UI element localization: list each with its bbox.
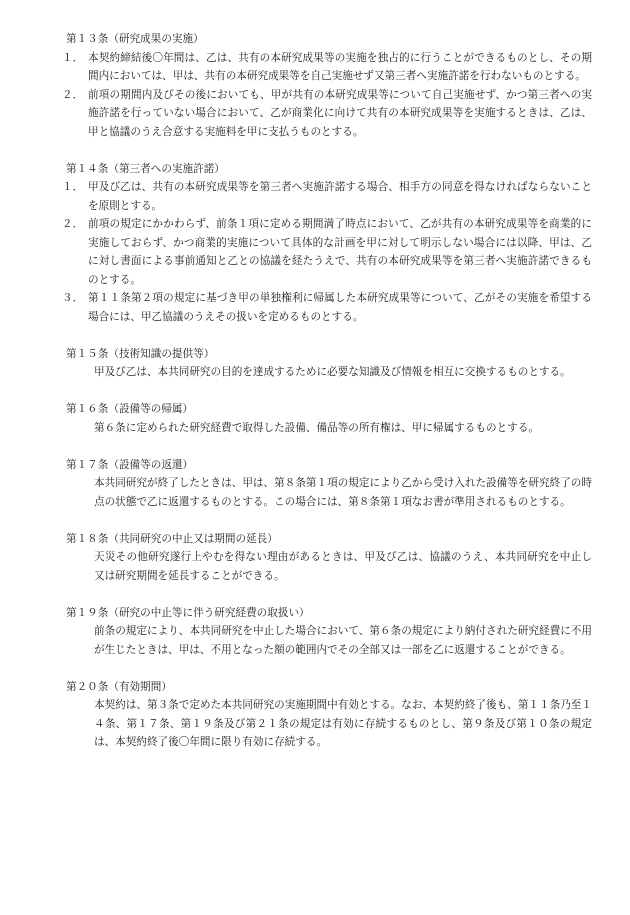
article-title: 第１８条（共同研究の中止又は期間の延長） [66, 532, 278, 545]
clause-text: 第１１条第２項の規定に基づき甲の単独権利に帰属した本研究成果等について、乙がその実施を希望する場合には、甲乙協議のうえその扱いを定めるものとする。 [88, 292, 592, 323]
article-17 [66, 456, 592, 512]
clause-item [62, 86, 592, 142]
clause-item [62, 178, 592, 215]
clause-number: ３． [62, 292, 84, 304]
article-14 [62, 160, 592, 327]
clause-text: 甲及び乙は、共有の本研究成果等を第三者へ実施許諾する場合、相手方の同意を得なければならないことを原則とする。 [88, 181, 592, 212]
article-16 [66, 400, 592, 437]
article-body: 第６条に定められた研究経費で取得した設備、備品等の所有権は、甲に帰属するものとする。 [94, 421, 539, 434]
article-title: 第１５条（技術知識の提供等） [66, 347, 215, 360]
article-title: 第１３条（研究成果の実施） [66, 33, 204, 45]
article-20 [66, 678, 592, 752]
clause-number: １． [62, 181, 84, 193]
clause-number: １． [62, 51, 84, 64]
article-body: 甲及び乙は、本共同研究の目的を達成するために必要な知識及び情報を相互に交換するものとする。 [94, 366, 571, 378]
article-title: 第１９条（研究の中止等に伴う研究経費の取扱い） [66, 606, 310, 619]
article-title: 第２０条（有効期間） [66, 680, 172, 693]
article-19 [66, 604, 592, 660]
article-title: 第１６条（設備等の帰属） [66, 403, 194, 415]
article-body: 前条の規定により、本共同研究を中止した場合において、第６条の規定により納付された研究経費に不用が生じたときは、甲は、不用となった額の範囲内でその全部又は一部を乙に返還することができる。 [94, 625, 592, 656]
article-title: 第１４条（第三者への実施許諾） [66, 162, 225, 175]
clause-item [62, 49, 592, 86]
clause-text: 前項の期間内及びその後においても、甲が共有の本研究成果等について自己実施せず、かつ第三者への実施許諾を行っていない場合において、乙が商業化に向けて共有の本研究成果等を実施するときは、乙は、甲と協議のうえ合意する実施料を甲に支払うものとする。 [88, 88, 592, 138]
article-title: 第１７条（設備等の返還） [66, 458, 194, 471]
article-body: 本契約は、第３条で定めた本共同研究の実施期間中有効とする。なお、本契約終了後も、第１１条乃至１４条、第１７条、第１９条及び第２１条の規定は有効に存続するものとし、第９条及び第１０条の規定は、本契約終了後〇年間に限り有効に存続する。 [94, 699, 592, 748]
clause-text: 本契約締結後〇年間は、乙は、共有の本研究成果等の実施を独占的に行うことができるものとし、その期間内においては、甲は、共有の本研究成果等を自己実施せず又第三者へ実施許諾を行わないものとする。 [88, 51, 592, 82]
article-13 [62, 30, 592, 141]
clause-text: 前項の規定にかかわらず、前条１項に定める期間満了時点において、乙が共有の本研究成果等を商業的に実施しておらず、かつ商業的実施について具体的な計画を甲に対して明示しない場合には以降、甲は、乙に対し書面による事前通知と乙との協議を経たうえで、共有の本研究成果等を第三者へ実施許諾できるものとする。 [88, 218, 592, 286]
article-18 [66, 530, 592, 586]
article-body: 天災その他研究遂行上やむを得ない理由があるときは、甲及び乙は、協議のうえ、本共同研究を中止し又は研究期間を延長することができる。 [94, 551, 592, 582]
clause-item [62, 215, 592, 289]
article-15 [66, 345, 592, 382]
clause-number: ２． [62, 218, 84, 230]
article-body: 本共同研究が終了したときは、甲は、第８条第１項の規定により乙から受け入れた設備等を研究終了の時点の状態で乙に返還するものとする。この場合には、第８条第１項なお書が準用されるものとする。 [94, 477, 592, 508]
clause-item [62, 289, 592, 326]
clause-number: ２． [62, 88, 84, 101]
